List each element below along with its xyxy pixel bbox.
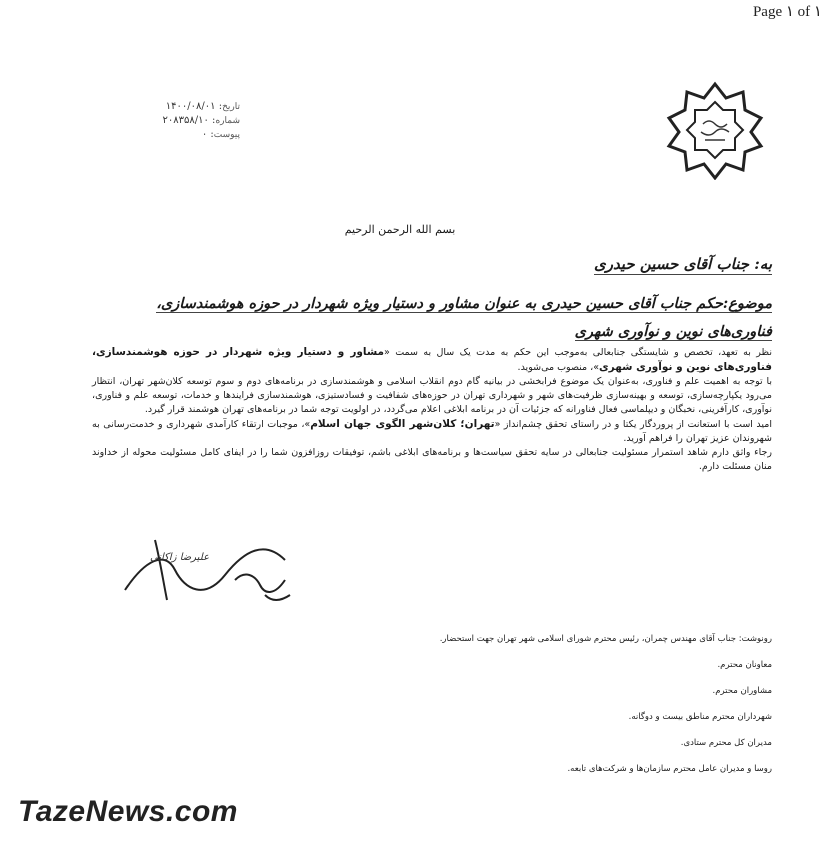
cc-item: روسا و مدیران عامل محترم سازمان‌ها و شرکت‌های تابعه. bbox=[567, 764, 772, 774]
subject-line-1: موضوع:حکم جناب آقای حسین حیدری به عنوان مشاور و دستیار ویژه شهردار در حوزه هوشمندسازی، bbox=[156, 295, 772, 312]
number-label: شماره bbox=[215, 116, 240, 126]
cc-item: رونوشت: جناب آقای مهندس چمران، رئیس محترم شورای اسلامی شهر تهران جهت استحضار. bbox=[439, 634, 772, 644]
page-number: Page ۱ of ۱ bbox=[752, 4, 822, 20]
cc-item: معاونان محترم. bbox=[717, 660, 772, 670]
number-row: شماره: ۲۰۸۳۵۸/۱۰ bbox=[162, 115, 240, 126]
body-paragraph-2: با توجه به اهمیت علم و فناوری، به‌عنوان یک موضوع فرابخشی در بیانیه گام دوم انقلاب اسلامی و هوشمندسازی در برنامه‌های دوم و سوم توسعه کلان‌شهر تهران، انتظار می‌رود یکپارچه‌سازی، توسعه و بهینه‌سازی ظرفیت‌های شهر و شهرداری تهران در حوزه‌های شفافیت و فسادستیزی، هوشمندسازی فرایندها و خدمات، توسعه علم و فناوری، نوآوری، کارآفرینی، نخبگان و دیپلماسی فعال فناورانه که جزئیات آن در برنامه ابلاغی اعلام می‌گردد، در اولویت توجه شما در برنامه‌های تهران هوشمند قرار گیرد. bbox=[92, 376, 772, 415]
subject-line-2: فناوری‌های نوین و نوآوری شهری bbox=[574, 323, 772, 340]
date-row: تاریخ: ۱۴۰۰/۰۸/۰۱ bbox=[165, 101, 240, 112]
carbon-copy-list bbox=[72, 632, 772, 788]
addressee: به: جناب آقای حسین حیدری bbox=[593, 255, 772, 273]
body-paragraph-4: رجاء واثق دارم شاهد استمرار مسئولیت جنابعالی در سایه تحقق سیاست‌ها و برنامه‌های ابلاغی باشم، توفیقات روزافزون شما را در ایفای کامل مسئولیت محوله از خداوند منان مسئلت دارم. bbox=[92, 447, 772, 472]
appointment-title: مشاور و دستیار ویژه شهردار در حوزه هوشمندسازی، فناوری‌های نوین و نوآوری شهری bbox=[92, 346, 772, 373]
number-value: ۲۰۸۳۵۸/۱۰ bbox=[162, 115, 209, 126]
signer-name: علیرضا زاکانی bbox=[150, 552, 210, 563]
date-value: ۱۴۰۰/۰۸/۰۱ bbox=[165, 101, 216, 112]
watermark: TazeNews.com bbox=[18, 795, 238, 828]
body-paragraph-1: نظر به تعهد، تخصص و شایستگی جنابعالی به‌موجب این حکم به مدت یک سال به سمت «مشاور و دستیار ویژه شهردار در حوزه هوشمندسازی، فناوری‌های نوین و نوآوری شهری»، منصوب می‌شوید. bbox=[92, 346, 772, 373]
signature bbox=[115, 520, 315, 610]
tehran-municipality-logo bbox=[665, 80, 765, 180]
cc-item: مدیران کل محترم ستادی. bbox=[680, 738, 772, 748]
attachment-value: ۰ bbox=[201, 129, 208, 140]
letter-metadata bbox=[150, 100, 240, 142]
subject bbox=[152, 290, 772, 346]
attachment-label: پیوست bbox=[213, 130, 240, 140]
attachment-row: پیوست: ۰ bbox=[201, 129, 240, 140]
bismillah: بسم الله الرحمن الرحیم bbox=[344, 223, 456, 236]
date-label: تاریخ bbox=[222, 102, 240, 112]
body-paragraph-3: امید است با استعانت از پروردگار یکتا و در راستای تحقق چشم‌انداز «تهران؛ کلان‌شهر الگوی جهان اسلام»، موجبات ارتقاء کارآمدی شهرداری و خدمت‌رسانی به شهروندان عزیز تهران را فراهم آورید. bbox=[92, 418, 772, 444]
vision-title: تهران؛ کلان‌شهر الگوی جهان اسلام bbox=[310, 418, 495, 430]
cc-item: مشاوران محترم. bbox=[712, 686, 772, 696]
letter-body bbox=[92, 345, 772, 474]
cc-item: شهرداران محترم مناطق بیست و دوگانه. bbox=[628, 712, 772, 722]
